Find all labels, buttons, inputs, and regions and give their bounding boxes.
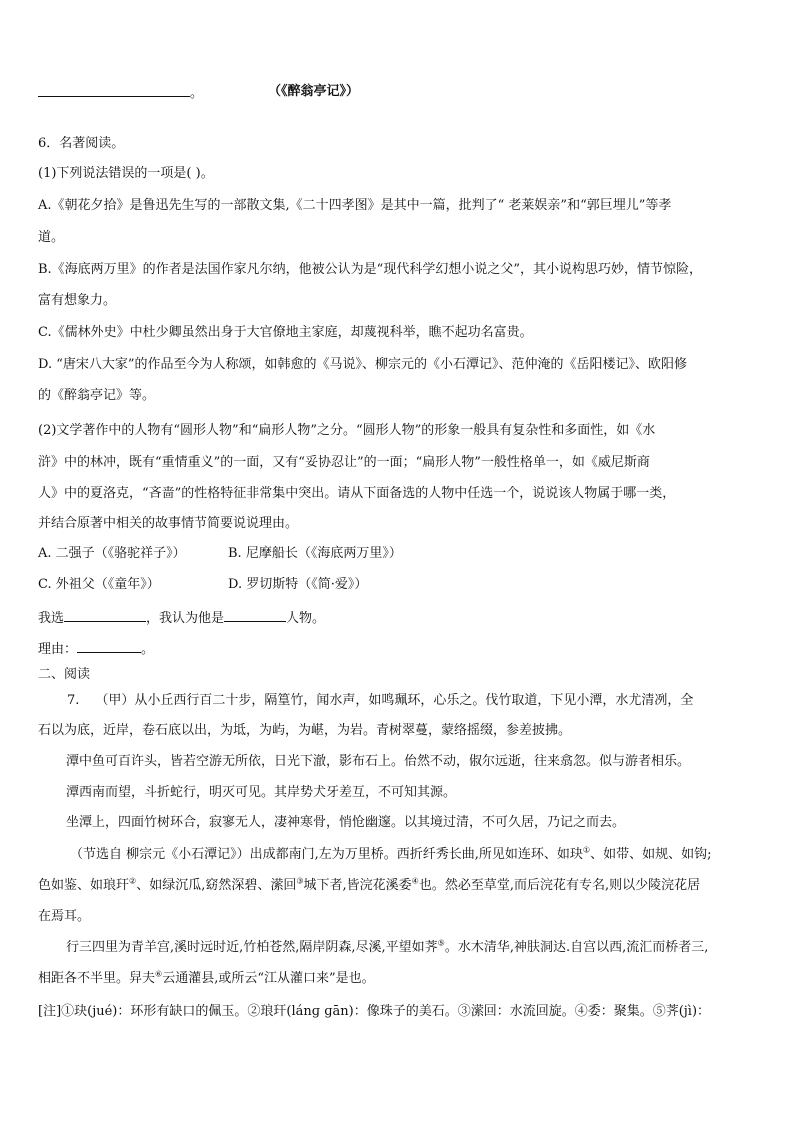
q6-option-b-line2: 富有想象力。 xyxy=(38,293,117,308)
q6-option-d-line2: 的《醉翁亭记》等。 xyxy=(38,388,156,403)
q6-p2-option-a: A. 二强子（《骆驼祥子》） xyxy=(38,546,186,561)
q7-yi-line5 xyxy=(38,971,375,987)
q7-yi-text4b: 。水木清华,神肤洞达.自宫以西,流汇而桥者三, xyxy=(444,940,709,955)
note-marker-6: ⑥ xyxy=(155,969,163,979)
choose-blank-1 xyxy=(64,609,146,622)
q7-yi-line2 xyxy=(38,878,700,894)
reason-suffix: 。 xyxy=(141,642,155,657)
q6-reason-line xyxy=(38,640,154,658)
answer-blank xyxy=(38,84,190,97)
q7-yi-text2b: 、如绿沉瓜,窈然深碧、潆回 xyxy=(136,878,297,893)
note-marker-1: ① xyxy=(582,845,591,855)
q6-option-c: C.《儒林外史》中杜少卿虽然出身于大官僚地主家庭，却蔑视科举，瞧不起功名富贵。 xyxy=(38,325,533,340)
note-marker-5: ⑤ xyxy=(437,938,445,948)
q7-yi-text2a: 色如鉴、如琅玕 xyxy=(38,878,130,893)
q6-title: 6．名著阅读。 xyxy=(38,136,125,151)
q7-yi-line1 xyxy=(70,847,711,863)
q6-option-a-line2: 道。 xyxy=(38,230,65,245)
section-2-title: 二、阅读 xyxy=(38,667,91,682)
q6-option-a-line1: A.《朝花夕拾》是鲁迅先生写的一部散文集,《二十四孝图》是其中一篇，批判了“ 老莱娱亲”和“郭巨埋儿”等孝 xyxy=(38,198,672,213)
q6-p1-stem: (1)下列说法错误的一项是( )。 xyxy=(38,166,214,181)
q7-jia-line1 xyxy=(67,693,693,709)
q7-jia-line5: 坐潭上，四面竹树环合，寂寥无人，凄神寒骨，悄怆幽邃。以其境过清，不可久居，乃记之而去。 xyxy=(66,815,626,830)
q7-number: 7. xyxy=(67,693,80,708)
q6-p2-option-c: C. 外祖父（《童年》） xyxy=(38,577,160,592)
reason-prefix: 理由： xyxy=(38,642,78,657)
q7-jia-line3: 潭中鱼可百许头，皆若空游无所依，日光下澈，影布石上。佁然不动，俶尔远逝，往来翕忽。似与游者相乐。 xyxy=(66,754,691,769)
q6-p2-line3: 人》中的夏洛克，“吝啬”的性格特征非常集中突出。请从下面备选的人物中任选一个，说说该人物属于哪一类， xyxy=(38,486,676,501)
q7-yi-text2c: 城下者,皆浣花溪委 xyxy=(303,878,412,893)
note-marker-2: ② xyxy=(129,876,137,886)
choose-suffix: 人物。 xyxy=(286,611,326,626)
choose-blank-2 xyxy=(224,609,286,622)
q6-option-b-line1: B.《海底两万里》的作者是法国作家凡尔纳，他被公认为是“现代科学幻想小说之父”，其小说构思巧妙，情节惊险， xyxy=(38,262,702,277)
q6-p2-line1: (2)文学著作中的人物有“圆形人物”和“扁形人物”之分。“圆形人物”的形象一般具有复杂性和多面性，如《水 xyxy=(38,423,656,438)
q6-p2-line4: 并结合原著中相关的故事情节简要说说理由。 xyxy=(38,516,299,531)
q7-yi-text1a: 出成都南门,左为万里桥。西折纤秀长曲,所见如连环、如玦 xyxy=(249,847,583,862)
q7-yi-text4a: 行三四里为青羊宫,溪时远时近,竹柏苍然,隔岸阴森,尽溪,平望如荠 xyxy=(66,940,438,955)
reason-blank xyxy=(77,640,141,653)
q6-p2-line2: 浒》中的林冲，既有“重情重义”的一面，又有“妥协忍让”的一面；“扁形人物”一般性格单一，如《威尼斯商 xyxy=(38,455,650,470)
q6-p2-option-b: B. 尼摩船长（《海底两万里》） xyxy=(228,546,402,561)
top-suffix: 。 xyxy=(190,86,204,101)
q7-yi-line4 xyxy=(66,940,708,956)
q7-jia-line2: 石以为底，近岸，卷石底以出，为坻，为屿，为嵁，为岩。青树翠蔓，蒙络摇缀，参差披拂。 xyxy=(38,723,572,738)
q7-yi-text5b: 云通灌县,或所云“江从灌口来”是也。 xyxy=(162,971,375,986)
q7-yi-text2d: 也。然必至草堂,而后浣花有专名,则以少陵浣花居 xyxy=(418,878,701,893)
top-line xyxy=(38,84,360,102)
choose-prefix: 我选 xyxy=(38,611,65,626)
q6-choose-line xyxy=(38,609,325,627)
choose-middle: ，我认为他是 xyxy=(146,611,225,626)
note-marker-4: ④ xyxy=(411,876,419,886)
top-source: （《醉翁亭记》） xyxy=(268,84,360,99)
q7-yi-line3: 在焉耳。 xyxy=(38,909,91,924)
q6-option-d-line1: D. “唐宋八大家”的作品至今为人称颂，如韩愈的《马说》、柳宗元的《小石潭记》、范仲淹的《岳阳楼记》、欧阳修 xyxy=(38,357,688,372)
q7-notes: [注]①玦(jué)：环形有缺口的佩玉。②琅玕(lánɡ ɡān)：像珠子的美石。③潆回：水流回旋。④委：聚集。⑤荠(jì)： xyxy=(38,1004,711,1019)
q7-yi-text1b: 、如带、如规、如钩; xyxy=(590,847,712,862)
jia-source: （节选自 柳宗元《小石潭记》） xyxy=(70,847,250,862)
note-marker-3: ③ xyxy=(296,876,304,886)
q7-jia-text1: （甲）从小丘西行百二十步，隔篁竹，闻水声，如鸣珮环，心乐之。伐竹取道，下见小潭，水尤清冽，全 xyxy=(95,693,694,708)
q7-yi-text5a: 相距各不半里。舁夫 xyxy=(38,971,156,986)
q7-jia-line4: 潭西南而望，斗折蛇行，明灭可见。其岸势犬牙差互，不可知其源。 xyxy=(66,785,457,800)
q6-p2-option-d: D. 罗切斯特（《简·爱》） xyxy=(228,577,368,592)
